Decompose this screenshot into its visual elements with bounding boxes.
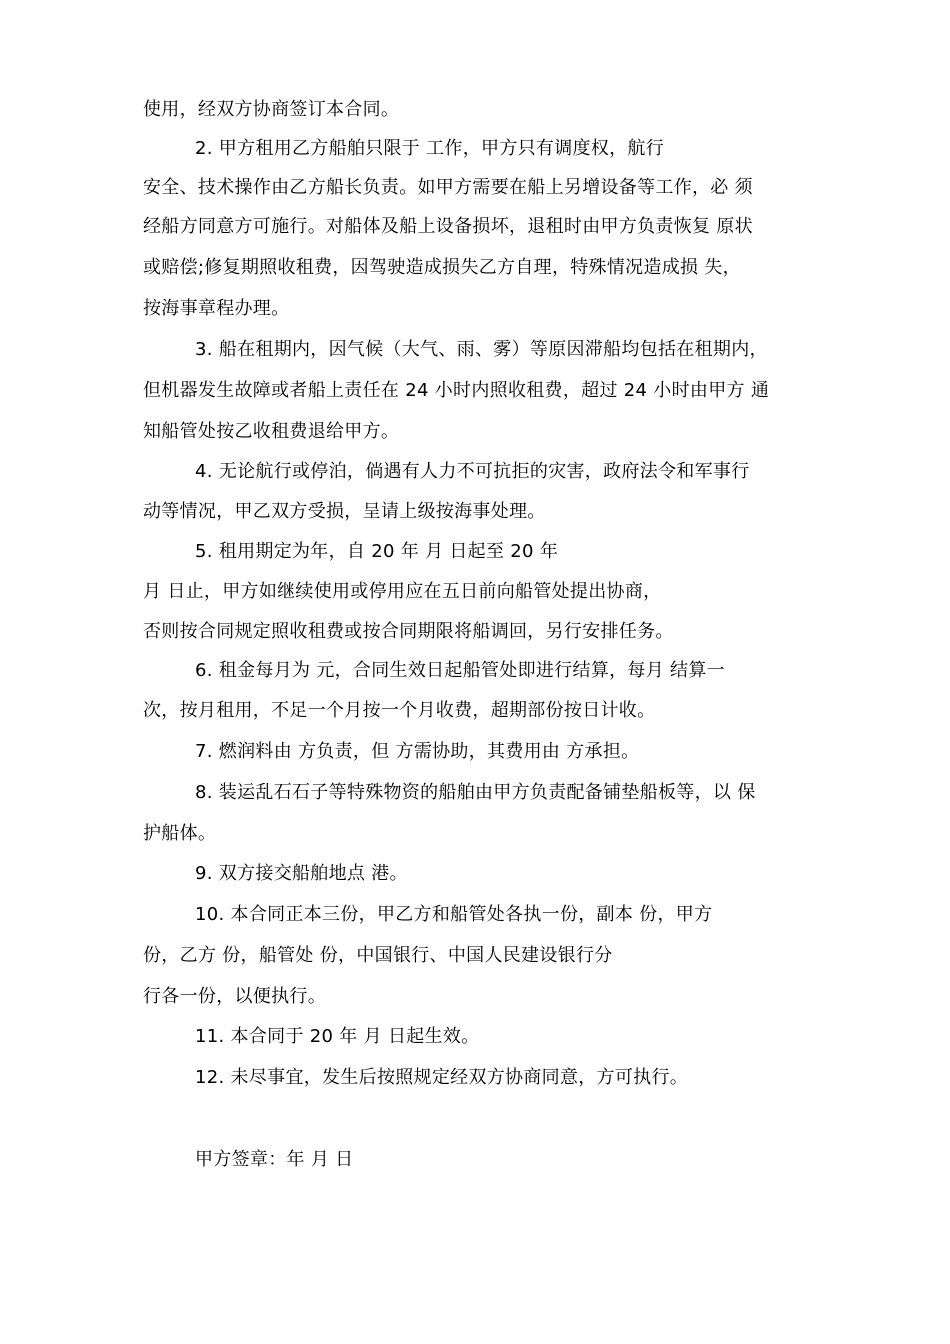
text-line: 但机器发生故障或者船上责任在 24 小时内照收租费，超过 24 小时由甲方 通 <box>143 380 770 401</box>
clause-5: 5. 租用期定为年，自 20 年 月 日起至 20 年 <box>195 541 559 562</box>
clause-6: 6. 租金每月为 元，合同生效日起船管处即进行结算，每月 结算一 <box>195 660 725 681</box>
text-line: 或赔偿;修复期照收租费，因驾驶造成损失乙方自理，特殊情况造成损 失， <box>143 257 741 278</box>
text-line: 动等情况，甲乙双方受损，呈请上级按海事处理。 <box>143 501 546 522</box>
party-a-signature-line: 甲方签章：年 月 日 <box>195 1149 354 1170</box>
text-line: 知船管处按乙收租费退给甲方。 <box>143 421 400 442</box>
clause-11: 11. 本合同于 20 年 月 日起生效。 <box>195 1026 480 1047</box>
clause-3: 3. 船在租期内，因气候（大气、雨、雾）等原因滞船均包括在租期内， <box>195 339 768 360</box>
clause-2: 2. 甲方租用乙方船舶只限于 工作，甲方只有调度权，航行 <box>195 138 665 159</box>
text-line: 行各一份，以便执行。 <box>143 986 326 1007</box>
text-line: 否则按合同规定照收租费或按合同期限将船调回，另行安排任务。 <box>143 621 674 642</box>
clause-7: 7. 燃润料由 方负责，但 方需协助，其费用由 方承担。 <box>195 741 640 762</box>
text-line: 护船体。 <box>143 823 217 844</box>
text-line: 次，按月租用，不足一个月按一个月收费，超期部份按日计收。 <box>143 700 656 721</box>
text-line: 经船方同意方可施行。对船体及船上设备损坏，退租时由甲方负责恢复 原状 <box>143 216 753 237</box>
text-line: 份，乙方 份，船管处 份，中国银行、中国人民建设银行分 <box>143 945 613 966</box>
clause-4: 4. 无论航行或停泊，倘遇有人力不可抗拒的灾害，政府法令和军事行 <box>195 461 750 482</box>
text-line: 使用，经双方协商签订本合同。 <box>143 99 400 120</box>
text-line: 安全、技术操作由乙方船长负责。如甲方需要在船上另增设备等工作，必 须 <box>143 177 753 198</box>
text-line: 月 日止，甲方如继续使用或停用应在五日前向船管处提出协商， <box>143 581 662 602</box>
clause-9: 9. 双方接交船舶地点 港。 <box>195 863 408 884</box>
clause-12: 12. 未尽事宜，发生后按照规定经双方协商同意，方可执行。 <box>195 1067 689 1088</box>
clause-10: 10. 本合同正本三份，甲乙方和船管处各执一份，副本 份，甲方 <box>195 904 713 925</box>
text-line: 按海事章程办理。 <box>143 298 290 319</box>
clause-8: 8. 装运乱石石子等特殊物资的船舶由甲方负责配备铺垫船板等，以 保 <box>195 782 756 803</box>
